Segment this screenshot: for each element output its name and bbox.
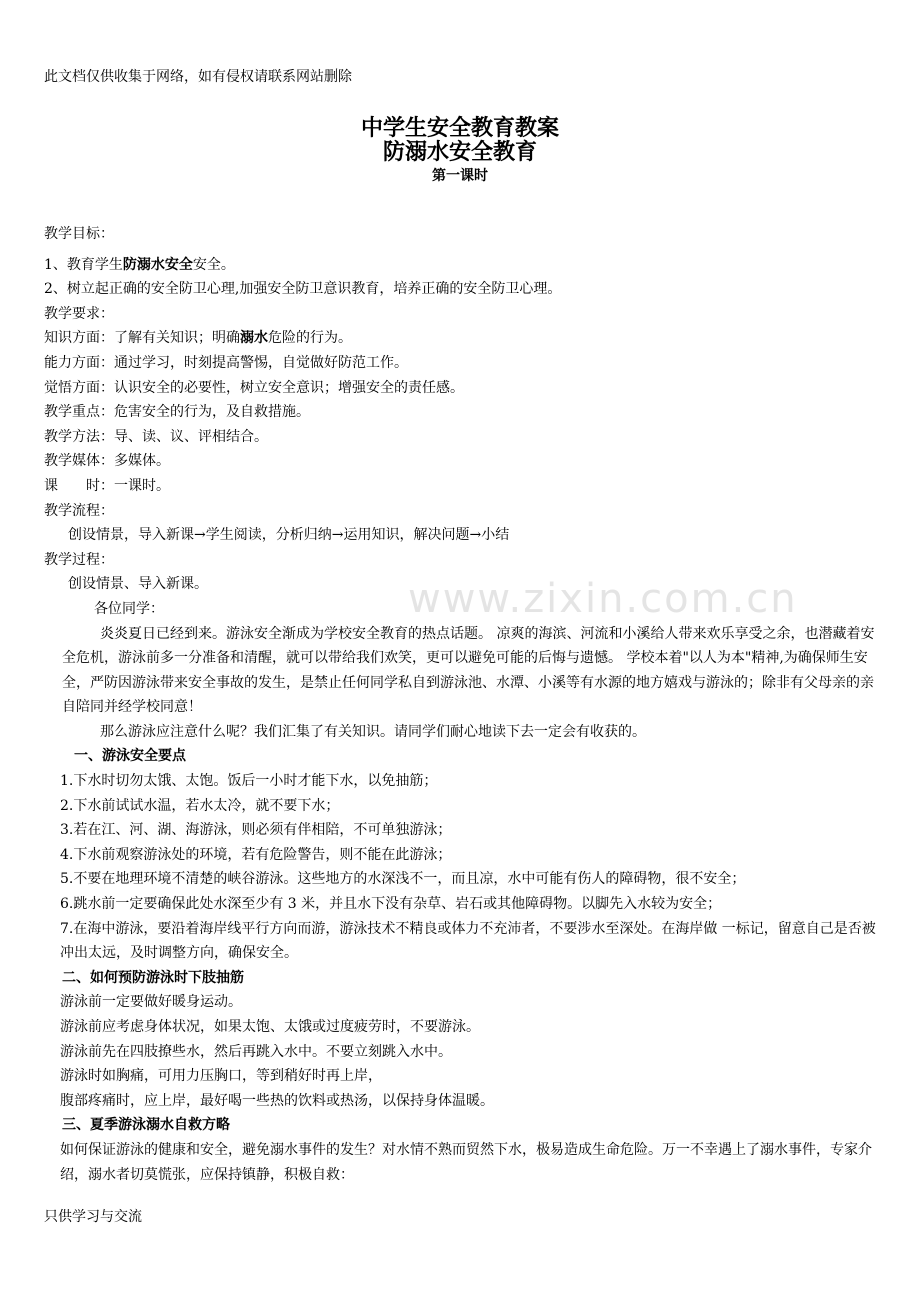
lesson-label: 第一课时 xyxy=(432,168,488,184)
goals-heading: 教学目标： xyxy=(44,226,114,242)
page-subtitle: 防溺水安全教育 xyxy=(382,140,537,165)
requirements-heading: 教学要求： xyxy=(44,305,114,322)
requirement-awareness: 觉悟方面：认识安全的必要性，树立安全意识；增强安全的责任感。 xyxy=(44,379,464,396)
header-disclaimer: 此文档仅供收集于网络，如有侵权请联系网站删除 xyxy=(44,69,352,85)
goal-item-2: 2、树立起正确的安全防卫心理,加强安全防卫意识教育，培养正确的安全防卫心理。 xyxy=(44,281,562,298)
process-text: 创设情景、导入新课。 xyxy=(68,576,208,593)
list-item: 7.在海中游泳，要沿着海岸线平行方向而游，游泳技术不精良或体力不充沛者，不要涉水至深处。在海岸做 一标记，留意自己是否被冲出太远，及时调整方向，确保安全。 xyxy=(60,920,876,962)
footer-note: 只供学习与交流 xyxy=(44,1209,142,1225)
section-3-paragraph: 如何保证游泳的健康和安全，避免溺水事件的发生？对水情不熟而贸然下水，极易造成生命危险。万一不幸遇上了溺水事件，专家介绍，溺水者切莫慌张，应保持镇静，积极自救： xyxy=(60,1141,872,1183)
list-item: 腹部疼痛时，应上岸，最好喝一些热的饮料或热汤，以保持身体温暖。 xyxy=(60,1092,494,1109)
watermark: www.zixin.com.cn xyxy=(408,576,798,622)
flow-text: 创设情景，导入新课→学生阅读，分析归纳→运用知识，解决问题→小结 xyxy=(68,527,510,544)
list-item: 游泳时如胸痛，可用力压胸口，等到稍好时再上岸， xyxy=(60,1068,382,1085)
list-item: 2.下水前试试水温，若水太冷，就不要下水； xyxy=(60,797,340,814)
requirement-ability: 能力方面：通过学习，时刻提高警惕，自觉做好防范工作。 xyxy=(44,354,408,371)
intro-paragraph-2: 那么游泳应注意什么呢？我们汇集了有关知识。请同学们耐心地读下去一定会有收获的。 xyxy=(100,723,646,740)
list-item: 1.下水时切勿太饿、太饱。饭后一小时才能下水，以免抽筋； xyxy=(60,773,438,790)
page-title: 中学生安全教育教案 xyxy=(360,116,559,141)
list-item: 3.若在江、河、湖、海游泳，则必须有伴相陪，不可单独游泳； xyxy=(60,822,452,839)
document-body xyxy=(44,222,884,1187)
teaching-focus: 教学重点：危害安全的行为，及自救措施。 xyxy=(44,404,310,421)
flow-heading: 教学流程： xyxy=(44,502,114,519)
class-period: 课 时：一课时。 xyxy=(44,477,170,494)
list-item: 4.下水前观察游泳处的环境，若有危险警告，则不能在此游泳； xyxy=(60,846,452,863)
teaching-method: 教学方法：导、读、议、评相结合。 xyxy=(44,428,268,445)
list-item: 游泳前一定要做好暖身运动。 xyxy=(60,994,242,1011)
list-item: 游泳前应考虑身体状况，如果太饱、太饿或过度疲劳时，不要游泳。 xyxy=(60,1019,480,1035)
teaching-media: 教学媒体：多媒体。 xyxy=(44,453,170,470)
section-3-heading: 三、夏季游泳溺水自救方略 xyxy=(62,1117,230,1134)
section-1-heading: 一、游泳安全要点 xyxy=(74,748,186,765)
process-heading: 教学过程： xyxy=(44,551,114,568)
goal-item-1: 1、教育学生防溺水安全安全。 xyxy=(44,256,235,273)
requirement-knowledge: 知识方面：了解有关知识；明确溺水危险的行为。 xyxy=(44,330,352,347)
list-item: 5.不要在地理环境不清楚的峡谷游泳。这些地方的水深浅不一，而且凉，水中可能有伤人的障碍物，很不安全； xyxy=(60,871,746,888)
list-item: 游泳前先在四肢撩些水，然后再跳入水中。不要立刻跳入水中。 xyxy=(60,1043,452,1060)
section-2-heading: 二、如何预防游泳时下肢抽筋 xyxy=(62,969,244,986)
greeting: 各位同学： xyxy=(94,600,164,617)
list-item: 6.跳水前一定要确保此处水深至少有 3 米，并且水下没有杂草、岩石或其他障碍物。以脚先入水较为安全； xyxy=(60,896,722,913)
intro-paragraph-1: 炎炎夏日已经到来。游泳安全渐成为学校安全教育的热点话题。 凉爽的海滨、河流和小溪给人带来欢乐享受之余，也潜藏着安全危机，游泳前多一分准备和清醒，就可以带给我们欢笑，更可以避免可能的后悔与遗憾。 学校本着"以人为本"精神,为确保师生安全，严防因游泳带来安全事故的发生，是禁止任何同学私自到游泳池、水潭、小溪等有水源的地方嬉戏与游泳的；除非有父母亲的亲自陪同并经学校同意！ xyxy=(62,625,875,716)
